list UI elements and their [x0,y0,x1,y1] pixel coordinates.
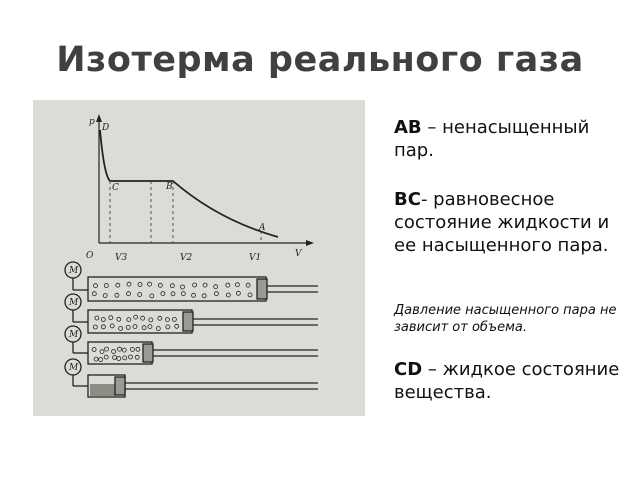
molecule [192,293,196,297]
label-b: B [166,182,173,192]
molecule [109,316,113,320]
molecule [127,292,131,296]
molecule [129,355,133,359]
molecule [158,316,162,320]
molecule [127,318,131,322]
molecule [148,325,152,329]
molecule [156,327,160,331]
label-v1: V1 [249,253,262,263]
molecule [193,283,197,287]
label-d: D [102,123,110,133]
note-cd-key: CD [394,359,423,380]
isotherm-figure [33,100,365,416]
molecule [105,347,109,351]
manometer-label-1: M [69,266,79,276]
molecule [158,283,162,287]
cylinder-2 [65,294,318,333]
note-ab-key: AB [394,117,422,138]
molecule [110,324,114,328]
molecule [166,325,170,329]
label-v3: V3 [115,253,128,263]
cylinder-4 [65,359,318,397]
molecule [246,283,250,287]
molecule [236,291,240,295]
molecule [92,292,96,296]
molecule [181,292,185,296]
molecule [202,294,206,298]
note-bc-key: BC [394,189,421,210]
label-o: O [86,251,94,261]
molecule [104,355,108,359]
manometer-label-2: M [69,298,79,308]
molecule [101,325,105,329]
molecule [113,355,117,359]
isotherm-curve [100,130,278,237]
molecule [134,315,138,319]
note-ab-text: – ненасыщенный пар. [394,117,590,161]
molecule [123,356,127,360]
label-v: V [295,249,302,259]
molecule [170,284,174,288]
note-ab [394,116,634,162]
label-a: A [259,223,266,233]
note-bc [394,188,634,257]
isotherm-diagram [33,100,365,416]
molecule [141,316,145,320]
molecule [95,316,99,320]
molecule [214,292,218,296]
molecule [214,285,218,289]
molecule [136,347,140,351]
molecule [133,325,137,329]
molecule [122,348,126,352]
molecule [175,324,179,328]
molecule [148,282,152,286]
molecule [93,325,97,329]
molecule [115,293,119,297]
note-cd-text: – жидкое состояние вещества. [394,359,620,403]
molecule [92,348,96,352]
molecule [181,285,185,289]
molecule [171,292,175,296]
p-axis-arrow [96,114,102,122]
molecule [101,318,105,322]
molecule [138,283,142,287]
molecule [130,347,134,351]
note-pressure [394,302,634,336]
molecule [94,357,98,361]
molecule [138,293,142,297]
molecule [99,358,103,362]
label-p: p [89,117,95,127]
v-axis-arrow [306,240,314,246]
note-bc-text: - равновесное состояние жидкости и ее насыщенного пара. [394,189,610,256]
molecule [161,292,165,296]
molecule [94,284,98,288]
label-c: C [112,183,119,193]
molecule [135,355,139,359]
molecule [103,294,107,298]
manometer-label-3: M [69,330,79,340]
molecule [117,317,121,321]
molecule [112,350,116,354]
molecule [226,293,230,297]
molecule [104,284,108,288]
molecule [248,293,252,297]
label-v2: V2 [180,253,193,263]
molecule [142,326,146,330]
molecule [226,283,230,287]
molecule [172,317,176,321]
molecule [119,326,123,330]
molecule [117,357,121,361]
manometer-label-4: M [69,363,79,373]
molecule [149,318,153,322]
slide-title: Изотерма реального газа [56,40,584,80]
molecule [235,283,239,287]
molecule [116,283,120,287]
molecule [118,347,122,351]
molecule [100,350,104,354]
molecule [203,283,207,287]
molecule [150,294,154,298]
molecule [127,282,131,286]
molecule [165,318,169,322]
note-cd [394,358,634,404]
molecule [126,325,130,329]
note-pressure-text: Давление насыщенного пара не зависит от объема. [394,303,617,335]
